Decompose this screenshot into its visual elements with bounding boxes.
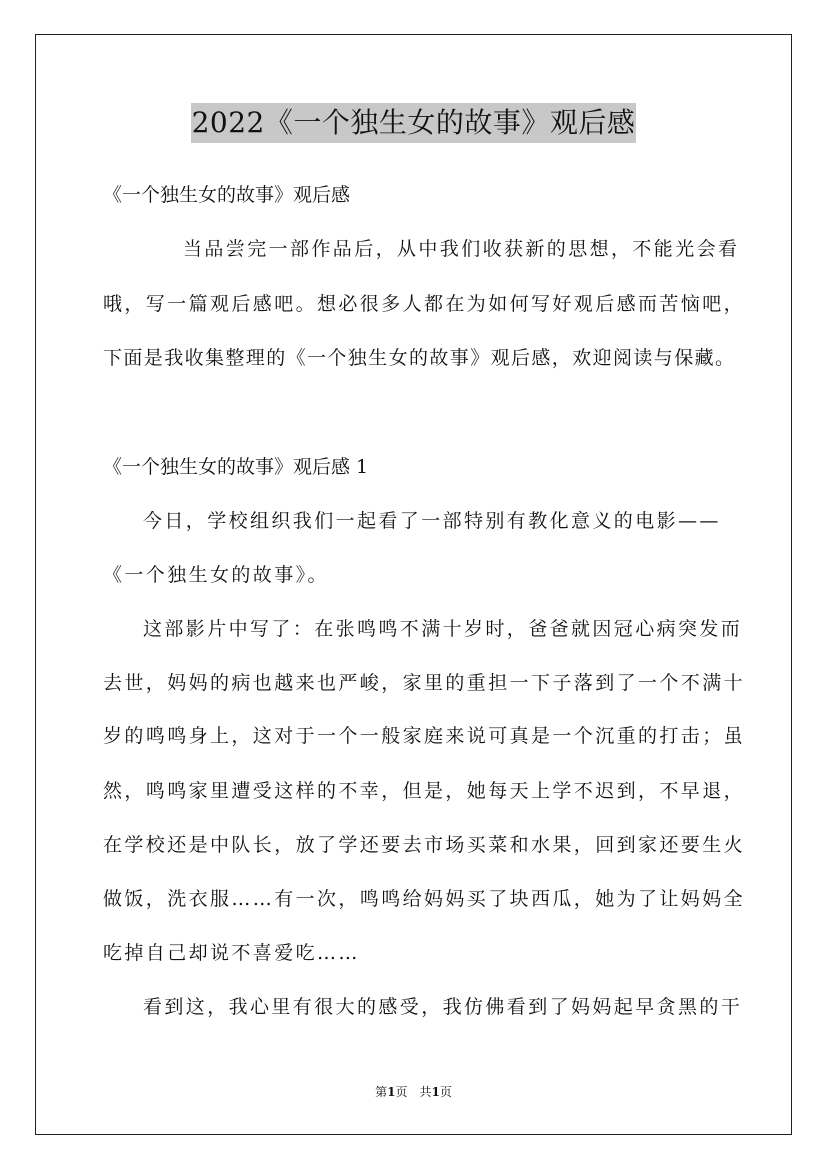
subtitle: 《一个独生女的故事》观后感	[103, 184, 351, 206]
intro-line-1: 当品尝完一部作品后，从中我们收获新的思想，不能光会看	[183, 238, 740, 260]
body-line-4: 去世，妈妈的病也越来也严峻，家里的重担一下子落到了一个不满十	[103, 672, 746, 694]
body-line-3: 这部影片中写了：在张鸣鸣不满十岁时，爸爸就因冠心病突发而	[143, 618, 743, 640]
body-line-5: 岁的鸣鸣身上，这对于一个一般家庭来说可真是一个沉重的打击；虽	[103, 725, 746, 747]
body-line-6: 然，鸣鸣家里遭受这样的不幸，但是，她每天上学不迟到，不早退，	[103, 780, 746, 802]
intro-line-2: 哦，写一篇观后感吧。想必很多人都在为如何写好观后感而苦恼吧，	[103, 293, 746, 315]
intro-line-3: 下面是我收集整理的《一个独生女的故事》观后感，欢迎阅读与保藏。	[103, 347, 736, 369]
body-line-8: 做饭，洗衣服……有一次，鸣鸣给妈妈买了块西瓜，她为了让妈妈全	[103, 888, 746, 910]
footer-page-total: 1	[431, 1085, 440, 1099]
body-line-10: 看到这，我心里有很大的感受，我仿佛看到了妈妈起早贪黑的干	[143, 996, 743, 1018]
body-line-7: 在学校还是中队长，放了学还要去市场买菜和水果，回到家还要生火	[103, 834, 746, 856]
body-line-1: 今日，学校组织我们一起看了一部特别有教化意义的电影——	[143, 510, 721, 532]
footer-page-suffix: 页	[439, 1085, 452, 1099]
document-title: 2022《一个独生女的故事》观后感	[191, 103, 637, 143]
footer-page-prefix: 第	[375, 1085, 388, 1099]
body-line-2: 《一个独生女的故事》。	[103, 564, 329, 586]
footer-page-number: 1	[387, 1085, 396, 1099]
footer-page-mid: 页 共	[395, 1085, 432, 1099]
document-title-wrap	[0, 102, 827, 143]
section-heading: 《一个独生女的故事》观后感 1	[103, 456, 369, 478]
body-line-9: 吃掉自己却说不喜爱吃……	[103, 942, 360, 964]
page-footer	[0, 1085, 827, 1099]
